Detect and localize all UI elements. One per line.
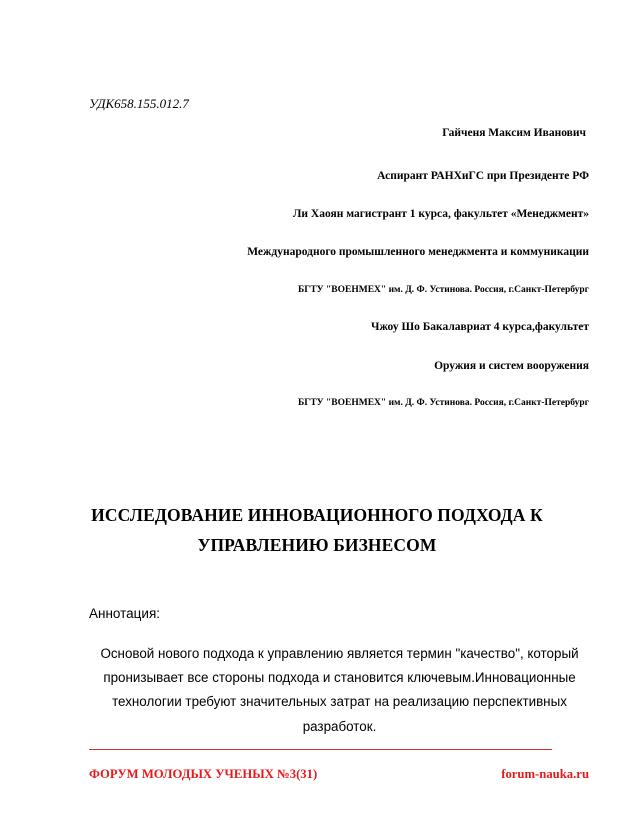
annotation-label: Аннотация: — [89, 606, 161, 621]
author-3-department: Оружия и систем вооружения — [434, 360, 589, 372]
author-2-name-position: Ли Хаоян магистрант 1 курса, факультет «Менеджмент» — [292, 208, 589, 220]
annotation-text: Основой нового подхода к управлению является термин "качество", который пронизывает все стороны подхода и становится ключевым.Инновационные технологии требуют значительных затрат на реализацию перспективных разработок. — [100, 646, 579, 734]
author-2-affiliation: БГТУ "ВОЕНМЕХ" им. Д. Ф. Устинова. Россия, г.Санкт-Петербург — [298, 285, 589, 295]
author-3-name-position: Чжоу Шо Бакалавриат 4 курса,факультет — [371, 321, 589, 333]
page-title-line-1: ИССЛЕДОВАНИЕ ИННОВАЦИОННОГО ПОДХОДА К — [91, 505, 543, 525]
footer-journal-name: ФОРУМ МОЛОДЫХ УЧЕНЫХ №3(31) — [89, 767, 318, 781]
author-1-name: Гайченя Максим Иванович — [442, 127, 586, 139]
footer-website: forum-nauka.ru — [501, 767, 589, 781]
author-3-affiliation: БГТУ "ВОЕНМЕХ" им. Д. Ф. Устинова. Россия, г.Санкт-Петербург — [298, 398, 589, 408]
author-1-position: Аспирант РАНХиГС при Президенте РФ — [377, 170, 589, 182]
udk-code: УДК658.155.012.7 — [89, 96, 189, 111]
footer-divider — [89, 749, 552, 750]
author-2-department: Международного промышленного менеджмента и коммуникации — [247, 246, 589, 258]
page-title-line-2: УПРАВЛЕНИЮ БИЗНЕСОМ — [197, 535, 437, 555]
